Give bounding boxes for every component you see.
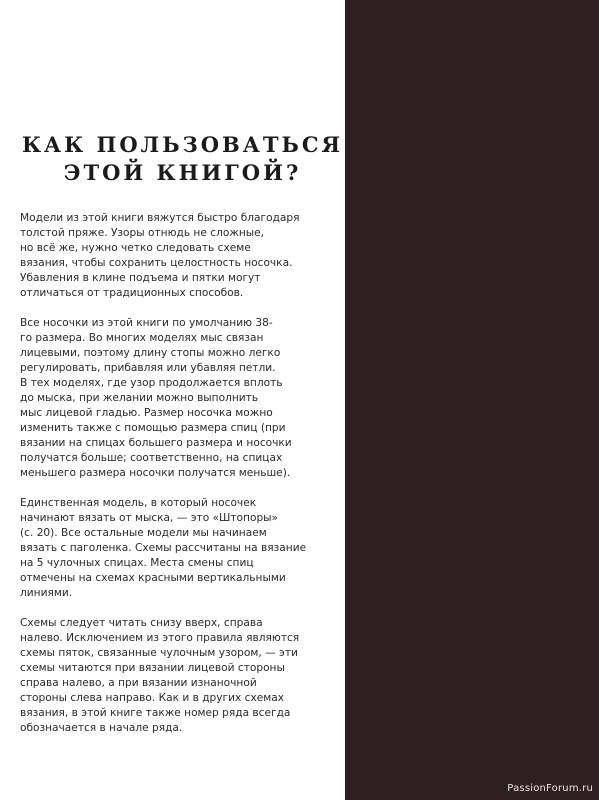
text-line: начинают вязать от мыска, — это «Штопоры» <box>20 512 279 524</box>
page-title <box>20 131 345 187</box>
text-line: мыс лицевой гладью. Размер носочка можно <box>20 407 273 419</box>
text-line: вязания, в этой книге также номер ряда всегда <box>20 707 291 719</box>
paragraph-1 <box>20 211 340 301</box>
text-line: вязания, чтобы сохранить целостность носочка. <box>20 257 293 269</box>
text-line: справа налево, а при вязании изнаночной <box>20 677 257 689</box>
watermark: PassionForum.ru <box>507 783 593 794</box>
text-line: вязании на спицах большего размера и носочки <box>20 437 292 449</box>
text-line: Единственная модель, в который носочек <box>20 497 257 509</box>
text-line: Все носочки из этой книги по умолчанию 38- <box>20 317 273 329</box>
paragraph-4 <box>20 616 340 736</box>
text-line: получатся больше; соответственно, на спицах <box>20 452 283 464</box>
text-line: стороны слева направо. Как и в других схемах <box>20 692 284 704</box>
text-line: лицевыми, поэтому длину стопы можно легко <box>20 347 281 359</box>
paragraph-2 <box>20 316 340 481</box>
text-line: меньшего размера носочки получатся меньше). <box>20 467 291 479</box>
text-line: вязать с паголенка. Схемы рассчитаны на вязание <box>20 542 307 554</box>
text-line: отмечены на схемах красными вертикальными <box>20 572 286 584</box>
text-line: налево. Исключением из этого правила являются <box>20 632 300 644</box>
text-line: на 5 чулочных спицах. Места смены спиц <box>20 557 254 569</box>
page-title-line: ЭТОЙ КНИГОЙ? <box>63 160 302 185</box>
body-text <box>20 211 340 751</box>
text-line: изменить также с помощью размера спиц (при <box>20 422 286 434</box>
text-line: до мыска, при желании можно выполнить <box>20 392 259 404</box>
paragraph-3 <box>20 496 340 601</box>
text-line: линиями. <box>20 587 73 599</box>
text-line: Модели из этой книги вяжутся быстро благодаря <box>20 212 300 224</box>
text-line: регулировать, прибавляя или убавляя петли. <box>20 362 276 374</box>
text-line: Убавления в клине подъема и пятки могут <box>20 272 261 284</box>
text-line: толстой пряже. Узоры отнюдь не сложные, <box>20 227 265 239</box>
text-line: Схемы следует читать снизу вверх, справа <box>20 617 263 629</box>
dark-side-panel <box>345 0 599 800</box>
text-line: отличаться от традиционных способов. <box>20 287 244 299</box>
text-line: обозначается в начале ряда. <box>20 722 183 734</box>
text-line: (с. 20). Все остальные модели мы начинаем <box>20 527 267 539</box>
text-line: схемы пяток, связанные чулочным узором, — эти <box>20 647 298 659</box>
text-line: но всё же, нужно четко следовать схеме <box>20 242 251 254</box>
text-line: схемы читаются при вязании лицевой стороны <box>20 662 285 674</box>
page-title-line: КАК ПОЛЬЗОВАТЬСЯ <box>21 132 344 157</box>
text-line: го размера. Во многих моделях мыс связан <box>20 332 264 344</box>
text-line: В тех моделях, где узор продолжается вплоть <box>20 377 283 389</box>
